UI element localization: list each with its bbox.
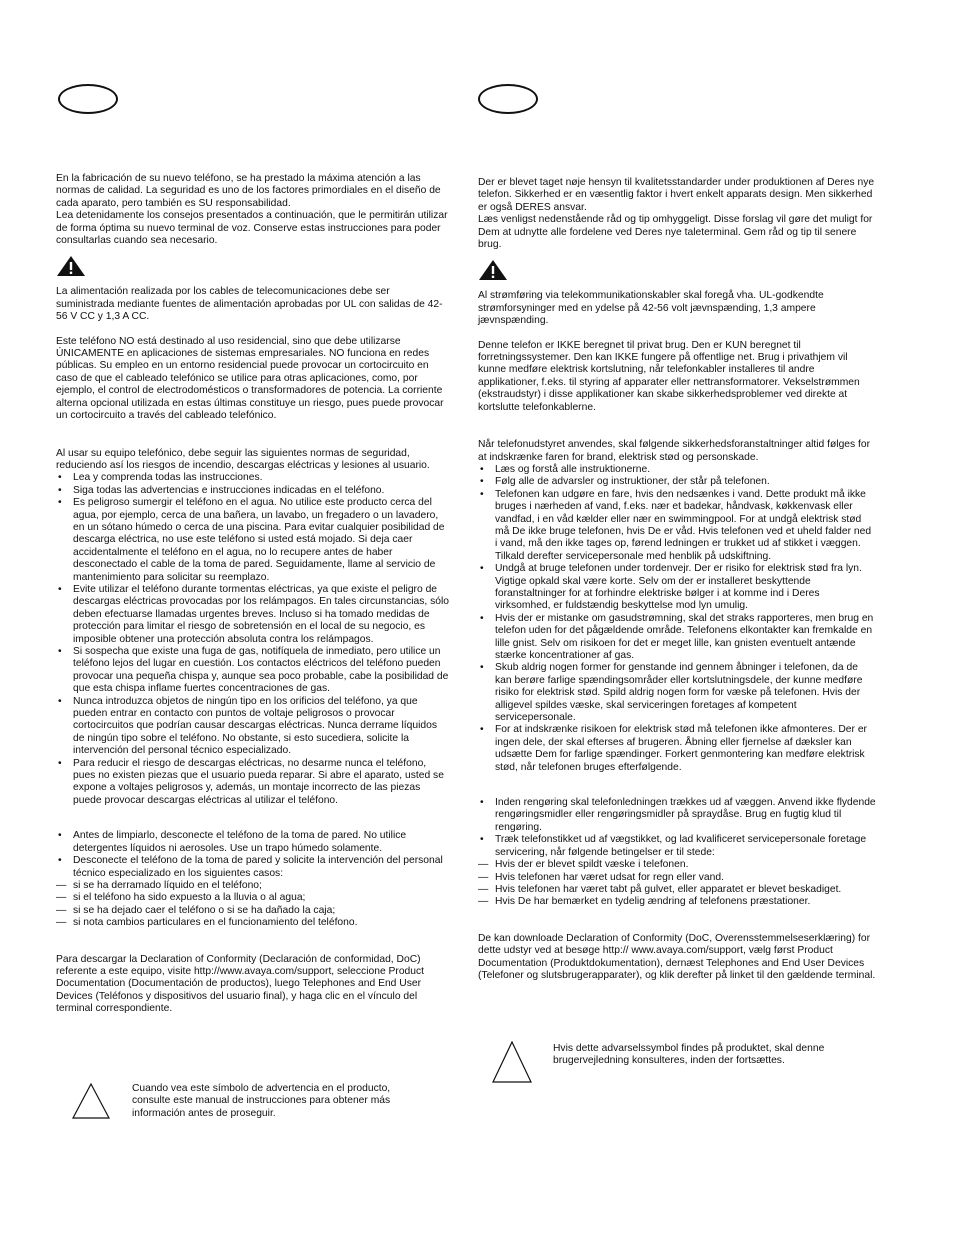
list-item: • Undgå at bruge telefonen under tordenvejr. Der er risiko for elektrisk stød fra lyn. Vigtige opkald skal være korte. Selv om der er installeret beskyttende foranstaltninger for at forhindre elektriske bølger i at komme ind i Deres virksomhed, er fuldstændig beskyttelse mod lyn umulig.	[478, 563, 876, 613]
symbol-note-text: Cuando vea este símbolo de advertencia en el producto, consulte este manual de instrucciones para obtener más información antes de proseguir.	[132, 1083, 391, 1119]
declaration-of-conformity-text: De kan downloade Declaration of Conformity (DoC, Overensstemmelseserklæring) for dette udstyr ved at besøge http:// www.avaya.com/support, vælg først Product Documentation (Produktdokumentation), dernæst Telephones and End User Devices (Telefoner og slutsbrugerapparater), og klik derefter på linket til den gældende terminal.	[478, 932, 876, 981]
safety-instructions-list	[56, 472, 450, 807]
list-item: — si se ha dejado caer el teléfono o si se ha dañado la caja;	[56, 905, 450, 917]
list-item: — Hvis telefonen har været tabt på gulvet, eller apparatet er blevet beskadiget.	[478, 884, 876, 896]
language-oval-right	[478, 84, 538, 114]
residential-use-text: Denne telefon er IKKE beregnet til privat brug. Den er KUN beregnet til forretningssystemer. Den kan IKKE fungere på offentlige net. Brug i privathjem vil kunne medføre elektrisk kortslutning, når telefonkabler installeres til andre applikationer, f.eks. til styring af apparater eller nettransformatorer. Vekselstrømmen (ekstraudstyr) i disse applikationer kan skabe sikkerhedsproblemer ved direkte at kortslutte telefonkablerne.	[478, 339, 860, 413]
list-item: • Nunca introduzca objetos de ningún tipo en los orificios del teléfono, ya que pueden entrar en contacto con puntos de voltaje peligrosos o provocar cortocircuitos que podrían causar descargas eléctricas. Nunca derrame líquidos de ningún tipo sobre el teléfono. No obstante, si esto sucediera, solicite la intervención del personal técnico especializado.	[56, 696, 450, 758]
list-item: • Inden rengøring skal telefonledningen trækkes ud af væggen. Anvend ikke flydende rengøringsmidler eller rengøringsmidler på spraydåse. Brug en fugtig klud til rengøring.	[478, 797, 876, 834]
intro-paragraph-2: Lea detenidamente los consejos presentados a continuación, que le permitirán utilizar de forma óptima su nuevo terminal de voz. Conserve estas instrucciones para poder consultarlas cuando sea necesario.	[56, 210, 448, 247]
list-item: — si nota cambios particulares en el funcionamiento del teléfono.	[56, 917, 450, 929]
list-item: • Si sospecha que existe una fuga de gas, notifíquela de inmediato, pero utilice un teléfono lejos del lugar en cuestión. Los contactos eléctricos del teléfono pueden provocar una pequeña chispa y, aunque sea poco probable, cabe la posibilidad de que esta chispa inflame fuertes concentraciones de gas.	[56, 646, 450, 696]
list-item	[478, 834, 876, 908]
list-item: — Hvis der er blevet spildt væske i telefonen.	[478, 859, 876, 871]
service-conditions-list	[56, 880, 450, 930]
declaration-of-conformity-text: Para descargar la Declaration of Conformity (Declaración de conformidad, DoC) referente a este equipo, visite http://www.avaya.com/support, seleccione Product Documentation (Documentación de productos), luego Telephones and End User Devices (Teléfonos y dispositivos del usuario final), y haga clic en el vínculo del terminal correspondiente.	[56, 953, 425, 1015]
safety-intro-text: Når telefonudstyret anvendes, skal følgende sikkerhedsforanstaltninger altid følges for at indskrænke faren for brand, elektrisk stød og personskade.	[478, 439, 871, 463]
intro-paragraph-1: En la fabricación de su nuevo teléfono, se ha prestado la máxima atención a las normas de calidad. La seguridad es uno de los factores primordiales en el diseño de cada aparato, pero también es SU responsabilidad.	[56, 173, 441, 209]
list-item: • Skub aldrig nogen former for genstande ind gennem åbninger i telefonen, da de kan berøre farlige spændingsområder eller kortslutningsdele, der kunne medføre risiko for elektrisk stød. Spild aldrig nogen form for væske på telefonen. Hvis der alligevel spildes væske, skal serviceringen foretages af kompetent servicepersonale.	[478, 662, 876, 724]
warning-icon	[478, 259, 508, 281]
language-oval-left	[58, 84, 118, 114]
residential-use-text: Este teléfono NO está destinado al uso residencial, sino que debe utilizarse ÚNICAMENTE en aplicaciones de sistemas empresariales. NO funciona en redes públicas. Su empleo en un entorno residencial puede provocar un cortocircuito en caso de que el cableado telefónico se utilice para otras aplicaciones, como, por ejemplo, el control de electrodomésticos o transformadores de potencia. La corriente alterna opcional utilizada en estas últimas constituye un riesgo, pues puede provocar un cortocircuito a través del cableado telefónico.	[56, 335, 444, 422]
list-item: • Følg alle de advarsler og instruktioner, der står på telefonen.	[478, 476, 876, 488]
symbol-note-text: Hvis dette advarselssymbol findes på produktet, skal denne brugervejledning konsulteres, inden der fortsættes.	[553, 1043, 825, 1067]
safety-instructions-list	[478, 464, 876, 774]
list-item: • Telefonen kan udgøre en fare, hvis den nedsænkes i vand. Dette produkt må ikke bruges i nærheden af vand, f.eks. nær et badekar, håndvask, køkkenvask eller vandfad, i en våd kælder eller nær en swimmingpool. For at undgå elektrisk stød må De ikke bruge telefonen, hvis De er våd. Hvis telefonen ved et uheld falder ned i vand, må den ikke tages op, førend ledningen er trukket ud af stikket i væggen. Tilkald derefter servicepersonale med henblik på udskiftning.	[478, 489, 876, 563]
cleaning-list	[56, 830, 450, 929]
list-item: — si se ha derramado líquido en el teléfono;	[56, 880, 450, 892]
list-item: — Hvis De har bemærket en tydelig ændring af telefonens præstationer.	[478, 896, 876, 908]
list-item: • Antes de limpiarlo, desconecte el teléfono de la toma de pared. No utilice detergentes líquidos ni aerosoles. Use un trapo húmedo solamente.	[56, 830, 450, 855]
intro-paragraph-1: Der er blevet taget nøje hensyn til kvalitetsstandarder under produktionen af Deres nye telefon. Sikkerhed er en væsentlig faktor i hvert enkelt apparats design. Men sikkerhed er også DERES ansvar.	[478, 177, 875, 213]
list-item: • Hvis der er mistanke om gasudstrømning, skal det straks rapporteres, men brug en telefon uden for det pågældende område. Telefonens elkontakter kan fremkalde en lille gnist. Selv om risikoen for det er meget lille, kan gnisten eventuelt antænde stærke koncentrationer af gas.	[478, 613, 876, 663]
caution-triangle-icon	[492, 1041, 532, 1083]
list-item: • For at indskrænke risikoen for elektrisk stød må telefonen ikke afmonteres. Der er ingen dele, der skal efterses af brugeren. Åbning eller fjernelse af dæksler kan udsætte Dem for farlige spændinger. Forkert genmontering kan medføre elektrisk stød, når telefonen bruges efterfølgende.	[478, 724, 876, 774]
warning-icon	[56, 255, 86, 277]
intro-paragraph-2: Læs venligst nedenstående råd og tip omhyggeligt. Disse forslag vil gøre det muligt for Dem at udnytte alle fordelene ved Deres nye taleterminal. Gem råd og tip til senere brug.	[478, 214, 873, 251]
power-warning-text: La alimentación realizada por los cables de telecomunicaciones debe ser suministrada mediante fuentes de alimentación aprobadas por UL con salidas de 42-56 V CC y 1,3 A CC.	[56, 286, 443, 323]
power-warning-text: Al strømføring via telekommunikationskabler skal foregå vha. UL-godkendte strømforsyninger med en ydelse på 42-56 volt jævnspænding, 1,3 ampere jævnspænding.	[478, 290, 824, 327]
column-danish	[478, 177, 876, 982]
list-item: • Evite utilizar el teléfono durante tormentas eléctricas, ya que existe el peligro de descargas eléctricas provocadas por los relámpagos. En tales circunstancias, sólo deben efectuarse llamadas urgentes breves. Incluso si ha tomado medidas de protección para limitar el riesgo de sobretensión en el local de su negocio, es imposible obtener una protección absoluta contra los relámpagos.	[56, 584, 450, 646]
column-spanish	[56, 173, 450, 1016]
safety-intro-text: Al usar su equipo telefónico, debe seguir las siguientes normas de seguridad, reduciendo así los riesgos de incendio, descargas eléctricas y lesiones al usuario.	[56, 447, 430, 471]
list-item: • Lea y comprenda todas las instrucciones.	[56, 472, 450, 484]
list-item-text: Træk telefonstikket ud af vægstikket, og lad kvalificeret servicepersonale foretage servicering, når følgende betingelser er til stede:	[495, 834, 867, 858]
cleaning-list	[478, 797, 876, 909]
list-item-text: Desconecte el teléfono de la toma de pared y solicite la intervención del personal técnico especializado en los siguientes casos:	[73, 855, 443, 879]
caution-triangle-icon	[72, 1083, 110, 1119]
service-conditions-list	[478, 859, 876, 909]
list-item: • Siga todas las advertencias e instrucciones indicadas en el teléfono.	[56, 485, 450, 497]
list-item: • Para reducir el riesgo de descargas eléctricas, no desarme nunca el teléfono, pues no existen piezas que el usuario pueda reparar. Si abre el aparato, usted se expone a voltajes peligrosos y, además, un montaje incorrecto de las piezas puede provocar descargas eléctricas al utilizar el teléfono.	[56, 758, 450, 808]
list-item: — si el teléfono ha sido expuesto a la lluvia o al agua;	[56, 892, 450, 904]
list-item: • Es peligroso sumergir el teléfono en el agua. No utilice este producto cerca del agua, por ejemplo, cerca de una bañera, un lavabo, un fregadero o un lavadero, en un sótano húmedo o cerca de una piscina. Para evitar cualquier posibilidad de descarga eléctrica, no use este teléfono si usted está mojado. Si deja caer accidentalmente el teléfono en el agua, no lo recupere antes de haber desconectado el cable de la toma de pared. Seguidamente, llame al servicio de mantenimiento para solicitar su reemplazo.	[56, 497, 450, 584]
list-item: • Læs og forstå alle instruktionerne.	[478, 464, 876, 476]
list-item: — Hvis telefonen har været udsat for regn eller vand.	[478, 872, 876, 884]
list-item	[56, 855, 450, 929]
